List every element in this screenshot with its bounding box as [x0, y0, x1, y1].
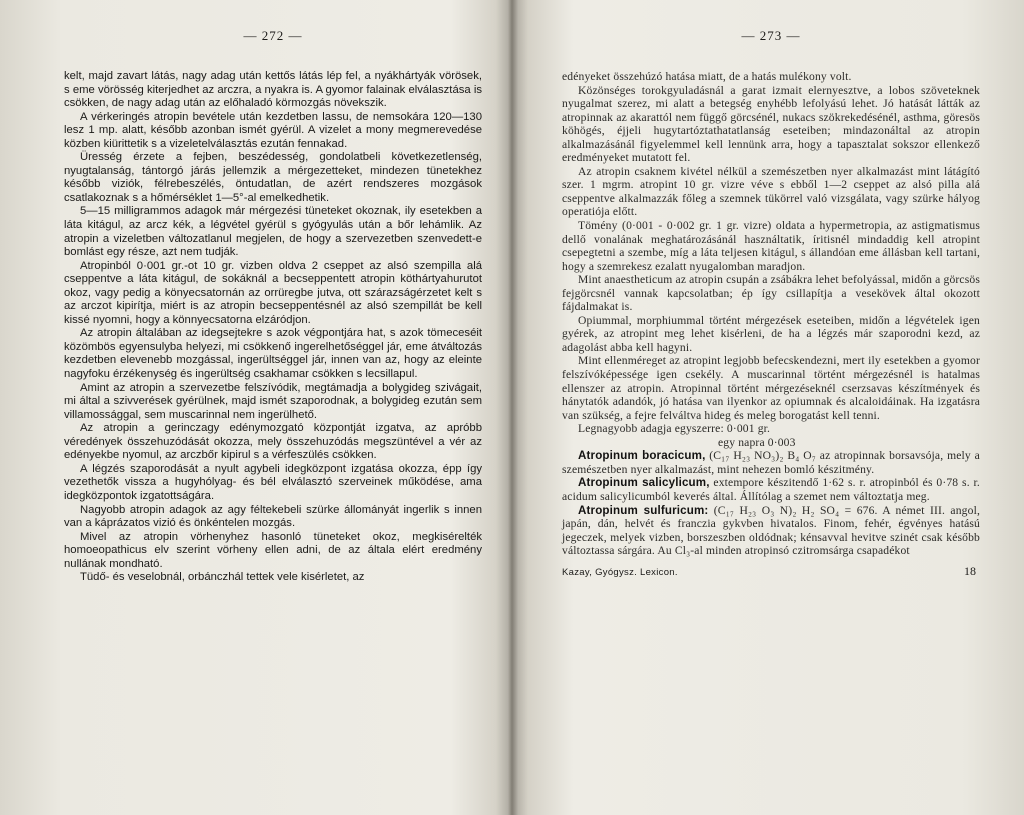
entry-text: extempore készitendő 1·62 s. r. atropinból és 0·78 s. r. acidum salicylicumból keverés által. Állítólag a szemet nem változtatja meg.	[562, 476, 980, 503]
paragraph: Üresség érzete a fejben, beszédesség, gondolatbeli következetlenség, nyugtalanság, tántorgó járás jellemzik a mérgezetteket, mindezen tünetekhez később viziók, félrebeszélés, öntudatlan, de azért rendszeres mozgások csatlakoznak s a hőmérséklet 1—5°-al emelkedhetik.	[64, 151, 482, 204]
paragraph: Opiummal, morphiummal történt mérgezések eseteiben, midőn a légvételek igen gyérek, az atropint meg lehet kisérleni, de ha a légzés már szaporodni kezd, az adagolást abba kell hagyni.	[562, 313, 980, 354]
paragraph: Mint anaestheticum az atropin csupán a zsábákra lehet befolyással, midőn a görcsös fejgörcsnél vannak kapcsolatban; ép így csillapítja a vesekövek által okozott fájdalmakat is.	[562, 273, 980, 314]
left-page-text	[64, 70, 482, 585]
entry-heading: Atropinum salicylicum,	[578, 476, 710, 490]
paragraph: Az atropin általában az idegsejtekre s azok végpontjára hat, s azok tömeceséit közömbös egyensulyba helyezi, mi csökkenő ingerelhetőséggel jár, eme átváltozás kezdetben elevenebb mozgással, ingerültséggel jár, innen van az, hogy az eleinte nagyfoku érzékenység és ingerültség csakhamar csökken s lecsillapul.	[64, 327, 482, 381]
entry-text: (C₁₇ H₂₃ O₃ N)₂ H₂ SO₄ = 676. A német III. angol, japán, dán, helvét és franczia gykvben hivatalos. Finom, fehér, égvényes hatású jegeczek, melyek vizben, borszeszben oldódnak; kénsavval hevitve szinét csak később változtassa sárgára. Au Cl₃-al minden atropinsó czitromsárga csapadékot	[562, 503, 980, 558]
entry-atropinum-boracicum	[562, 449, 980, 476]
footer-sheet-number: 18	[964, 563, 976, 578]
paragraph: Mivel az atropin vörhenyhez hasonló tüneteket okoz, megkisérelték homoeopathicus elv szerint vörheny ellen adni, de az általa elért eredmény nullának mondható.	[64, 530, 482, 570]
paragraph: Az atropin csaknem kivétel nélkül a szemészetben nyer alkalmazást mint látágító szer. 1 mgrm. atropint 10 gr. vizre véve s ebből 1—2 cseppet az alsó pilla alá cseppentve alkalmazzák főleg a szemnek tükörrel való vizsgálata, vagy szürke hályog operatiója előtt.	[562, 164, 980, 219]
dose-line	[562, 436, 980, 450]
page-footer	[562, 564, 980, 579]
paragraph: Nagyobb atropin adagok az agy féltekebeli szürke állományát ingerlik s innen van a káprázatos vizió és önkéntelen mozgás.	[64, 503, 482, 530]
paragraph: 5—15 milligrammos adagok már mérgezési tüneteket okoznak, ily esetekben a láta kitágul, az arcz kék, a légvétel gyérül s gyógyulás után a bőr lehámlik. Az atropin a vizeletben változatlanul megjelen, de hogy a szervezetben szenvedett-e bomlást egy része, azt nem tudják.	[64, 205, 482, 259]
paragraph: kelt, majd zavart látás, nagy adag után kettős látás lép fel, a nyákhártyák vörösek, s eme vörösség kiterjedhet az arczra, a nyakra is. A gyomor falainak elválasztása is csökken, de nagy adag után az előhaladó körmozgás növekszik.	[64, 70, 482, 110]
dose-line	[562, 422, 980, 436]
paragraph: Az atropin a gerinczagy edénymozgató központját izgatva, az apróbb véredények összehuzódását okozza, mely összehuzódás megszüntével a vér az edényekbe nyomul, az arczbőr kipirul s a vérfeszülés csökken.	[64, 422, 482, 462]
paragraph: Atropinból 0·001 gr.-ot 10 gr. vizben oldva 2 cseppet az alsó szempilla alá cseppentve a láta kitágul, de sokáknál a becseppentett atropin köthártyahurutot okoz, vagy pedig a könyecsatornán az orrüregbe jutva, ott szárazságérzetet kelt s az arczot kipirítja, miért is az atropin becseppentésnél az alsó szempillát be kell kissé nyomni, hogy a könnyecsatorna elzáródjon.	[64, 259, 482, 326]
paragraph: Közönséges torokgyuladásnál a garat izmait elernyesztve, a lobos szöveteknek nyugalmat szerez, mi alatt a betegség enyhébb lefolyású lehet. Jó hatását látták az atropinnak az akarattól nem függő görcsénél, nukacs szökrekedésénél, asthma, göresös köhögés, éjjeli hugytartóztathatatlanság eseteiben; mindazonáltal az atropin alkalmazásánál figyelemmel kell lennünk arra, hogy a tapasztalat sokszor ellenkező eredményeket mutatott fel.	[562, 83, 980, 165]
paragraph: Tüdő- és veselobnál, orbánczhál tettek vele kisérletet, az	[80, 571, 365, 584]
paragraph: Tömény (0·001 - 0·002 gr. 1 gr. vizre) oldata a hypermetropia, az astigmatismus dellő vonalának meghatározásánál használtatik, íritisnél mindaddig kell atropint csepegtetni a szembe, míg a láta teljesen kitágul, s állandóan eme állásban kell tartani, hogy a szemrekesz ezalatt nyugalomban maradjon.	[562, 219, 980, 273]
page-number-right: — 273 —	[741, 28, 801, 43]
entry-heading: Atropinum sulfuricum:	[578, 503, 709, 517]
page-number-left: — 272 —	[243, 28, 303, 43]
dose-text: Legnagyobb adagja egyszerre: 0·001 gr.	[578, 422, 771, 436]
right-page	[512, 0, 1024, 815]
entry-atropinum-salicylicum	[562, 476, 980, 503]
right-page-text	[562, 70, 980, 558]
paragraph: A vérkeringés atropin bevétele után kezdetben lassu, de nemsokára 120—130 lesz 1 mp. alatt, később azonban ismét gyérül. A vizelet a mony megmerevedése közben kiürittetik s a vizeletelválasztás ezután fennakad.	[64, 110, 482, 150]
paragraph: edényeket összehúzó hatása miatt, de a hatás mulékony volt.	[562, 70, 852, 83]
paragraph: A légzés szaporodását a nyult agybeli idegközpont izgatása okozza, épp így vezethetők vissza a hugyhólyag- és bél elválasztó szerveinek működése, ama idegközpontok izgatottságára.	[64, 462, 482, 502]
paragraph: Mint ellenméreget az atropint legjobb befecskendezni, mert ily esetekben a gyomor felszívóképessége igen csekély. A muscarinnal történt mérgezésnél is hatalmas ellenszer az atropin. Atropinnal történt mérgezéseknél cserzsavas készítmények és hánytatók adandók, jó hatása van ilyenkor az opiumnak és alcaloidáinak. Ha izgatásra van szükség, a fejre felváltva hideg és meleg borogatást kell tenni.	[562, 354, 980, 422]
footer-signature: Kazay, Gyógysz. Lexicon.	[562, 566, 678, 578]
entry-heading: Atropinum boracicum,	[578, 449, 706, 463]
entry-atropinum-sulfuricum	[562, 504, 980, 558]
paragraph: Amint az atropin a szervezetbe felszívódik, megtámadja a bolygideg szivágait, mi által a szivverések gyérülnek, majd ismét szaporodnak, a bolygideg ezután sem villamossággal, sem muscarinnal nem ingerülhető.	[64, 381, 482, 421]
dose-text: egy napra 0·003	[718, 435, 796, 449]
entry-text: (C₁₇ H₂₃ NO₃)₂ B₄ O₇ az atropinnak borsavsója, mely a szemészetben nyer alkalmazást, mint nehezen bomló készitmény.	[562, 449, 980, 476]
